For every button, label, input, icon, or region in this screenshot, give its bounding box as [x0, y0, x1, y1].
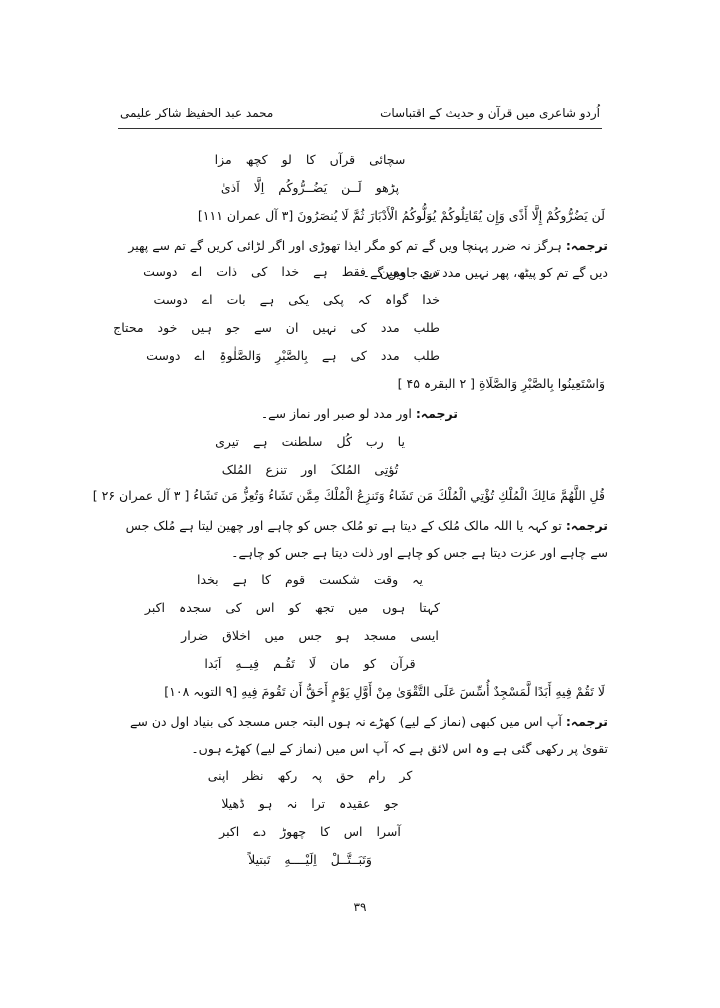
verse-line: ایسی مسجد ہو جس میں اخلاق ضرار — [181, 628, 439, 643]
translation — [108, 708, 608, 762]
translation-label: ترجمہ: — [565, 518, 608, 533]
verse-line: کر رام حق پہ رکھ نظر اپنی — [207, 768, 413, 783]
verse-line: آسرا اس کا چھوڑ دے اکبر — [219, 824, 401, 839]
translation-text: آپ اس میں کبھی (نماز کے لیے) کھڑے نہ ہوں البتہ جس مسجد کی بنیاد اول دن سے تقویٰ پر رکھی گئی ہے وہ اس لائق ہے کہ آپ اس میں (نماز کے لیے) کھڑے ہوں۔ — [130, 714, 608, 756]
translation — [108, 400, 458, 427]
verse-line: کہتا ہوں میں تجھ کو اس کی سجدہ اکبر — [144, 600, 440, 615]
verse-line: پڑھو لَــن یَضُــرُّوکُم اِلَّا اَذیٰ — [220, 180, 400, 195]
verse-line: طلب مدد کی نہیں ان سے جو ہیں خود محتاج — [113, 320, 440, 335]
header-rule — [118, 128, 602, 129]
verse-line: جو عقیدہ ترا نہ ہو ڈھیلا — [221, 796, 399, 811]
verse-line: قرآن کو مان لَا تَقُـم فِيــهِ اَبَدا — [204, 656, 416, 671]
verse-line: یہ وقت شکست قوم کا ہے بخدا — [197, 572, 423, 587]
quran-ayah: لَا تَقُمْ فِيهِ أَبَدًا لَّمَسْجِدٌ أُسِّسَ عَلَى التَّقْوَىٰ مِنْ أَوَّلِ يَوْمٍ أَحَقُّ أَن تَقُومَ فِيهِ [۹ التوبہ ۱۰۸] — [164, 684, 605, 699]
verse-line: تُؤتِی المُلکَ اور تنزع المُلک — [221, 462, 399, 477]
translation-text: ہرگز نہ ضرر پہنچا ویں گے تم کو مگر ایذا تھوڑی اور اگر لڑائی کریں گے تم سے پھیر دیں گے تم کو پیٹھ، پھر نہیں مدد دیے جاویں گے۔ — [128, 238, 608, 280]
quran-ayah: لَن يَضُرُّوكُمْ إِلَّا أَذًى وَإِن يُقَاتِلُوكُمْ يُوَلُّوكُمُ الْأَدْبَارَ ثُمَّ لَا يُنصَرُونَ [۳ آل عمران ۱۱۱] — [197, 208, 605, 223]
quran-ayah: وَاسْتَعِينُوا بِالصَّبْرِ وَالصَّلَاةِ [ ۲ البقرہ ۴۵ ] — [397, 376, 605, 391]
verse-line: یا رب کُل سلطنت ہے تیری — [215, 434, 405, 449]
verse-line: خدا گواہ کہ پکی یکی ہے بات اے دوست — [153, 292, 440, 307]
verse-line: طلب مدد کی ہے بِالصَّبْرِ وَالصَّلٰوۃِ اے دوست — [146, 348, 440, 363]
book-title-header: اُردو شاعری میں قرآن و حدیث کے اقتباسات — [380, 106, 600, 120]
translation-text: اور مدد لو صبر اور نماز سے۔ — [260, 406, 412, 421]
quran-ayah: قُلِ اللَّهُمَّ مَالِكَ الْمُلْكِ تُؤْتِي الْمُلْكَ مَن تَشَاءُ وَتَنزِعُ الْمُلْكَ مِمَّن تَشَاءُ وَتُعِزُّ مَن تَشَاءُ [ ۳ آل عمران ۲۶ ] — [92, 488, 605, 503]
translation-label: ترجمہ: — [415, 406, 458, 421]
translation-label: ترجمہ: — [565, 238, 608, 253]
verse-line: سچائی قرآں کا لو کچھ مزا — [214, 152, 406, 167]
author-header: محمد عبد الحفیظ شاکر علیمی — [120, 106, 274, 120]
verse-line: تری معین فقط ہے خدا کی ذات اے دوست — [143, 264, 440, 279]
page-number: ۳۹ — [353, 900, 367, 914]
translation — [108, 512, 608, 566]
translation-text: تو کہہ یا اللہ مالک مُلک کے دیتا ہے تو مُلک جس کو چاہے اور چھین لیتا ہے مُلک جس سے چاہے اور عزت دیتا ہے جس کو چاہے اور ذلت دیتا ہے جس کو چاہے۔ — [125, 518, 608, 560]
translation-label: ترجمہ: — [565, 714, 608, 729]
verse-line: وَتَبَــتَّــلْ اِلَیْــــهِ تَبتیلاً — [248, 852, 372, 867]
